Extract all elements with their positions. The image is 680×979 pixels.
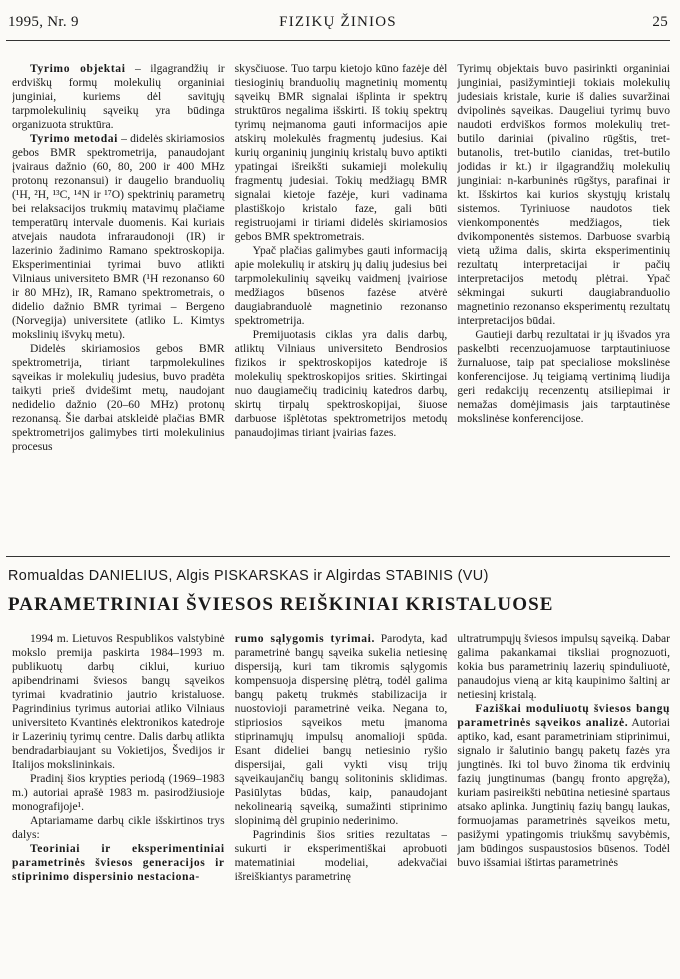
paragraph bbox=[12, 814, 225, 842]
header-rule bbox=[6, 40, 670, 41]
paragraph bbox=[235, 244, 448, 328]
paragraph bbox=[12, 132, 225, 342]
paragraph bbox=[12, 772, 225, 814]
paragraph-lead: Teoriniai ir eksperimentiniai parametrinės šviesos generacijos ir stiprinimo dispersinio nestaciona- bbox=[12, 842, 225, 883]
paragraph bbox=[457, 632, 670, 702]
paragraph-text: – ilgagrandžių ir erdviškų formų molekulių organiniai junginiai, kuriems dėl savitųjų tarpmolekulinių sąveikų yra būdinga organizuota struktūra. bbox=[12, 62, 225, 131]
paragraph-text: Parodyta, kad parametrinė bangų sąveika sukelia netiesinę dispersiją, kuri tam tikromis sąlygomis kompensuoja dispersinę plėtrą, todėl galima bangų paketų trukmės stabilizacija ir nuostovioji parametrinė veika. Negana to, stipriosios sąveikos metu įmanoma stiprinamųjų impulsų anomalioji spūda. Esant dideliei bangų netiesinio ryšio dispersijai, gali vykti visų trijų sąveikaujančių bangų solitoninis sklidimas. Pasiūlytas būdas, kaip, panaudojant nekolinearią sąveiką, sumažinti stiprinimo slopinimą dėl grupinio nederinimo. bbox=[234, 632, 448, 827]
paragraph-text: Ypač plačias galimybes gauti informaciją apie molekulių ir atskirų jų dalių judesius bei tarpmolekulinių sąveikų vaidmenį įvairiose medžiagos būsenos fazėse atvėrė daugiabranduolė magnetinio rezonanso spektrometrija. bbox=[234, 244, 448, 327]
paragraph bbox=[235, 328, 448, 440]
paragraph-text: Gautieji darbų rezultatai ir jų išvados yra paskelbti recenzuojamuose tarptautiniuose žurnaluose, taip pat specialiose mokslinėse konferencijose. Jų teigiamą vertinimą liudija geri redakcijų recenzentų atsiliepimai ir nemažas domėjimasis jais tarptautinėse mokslinėse konferencijose. bbox=[457, 328, 671, 425]
bottom-column-2 bbox=[235, 632, 448, 972]
top-column-1 bbox=[12, 62, 225, 542]
paragraph bbox=[12, 342, 225, 454]
paragraph bbox=[12, 842, 225, 884]
paragraph bbox=[235, 62, 448, 244]
paragraph-lead: Faziškai moduliuotų šviesos bangų parametrinės sąveikos analizė. bbox=[457, 702, 671, 729]
paragraph bbox=[457, 702, 670, 870]
issue-label: 1995, Nr. 9 bbox=[8, 14, 79, 30]
paragraph-text: Pradinį šios krypties periodą (1969–1983 m.) autoriai aprašė 1983 m. pasirodžiusioje monografijoje¹. bbox=[12, 772, 225, 813]
bottom-article-columns bbox=[12, 632, 670, 972]
paragraph-lead: Tyrimo objektai bbox=[30, 62, 126, 75]
top-article-columns bbox=[12, 62, 670, 542]
paragraph bbox=[457, 328, 670, 426]
paragraph-text: Autoriai aptiko, kad, esant parametriniam stiprinimui, signalo ir šalutinio bangų paketų fazės yra jungtinės. Iki tol buvo žinoma tik erdvinių fazių jungtinumas (bangų fronto apgręža), kuriam pasireikšti nebūtina netiesinė spartaus atsako aplinka. Jungtinių fazių bangų laukas, formuojamas parametrinės sąveikos metu, pasižymi ypatingomis triukšmų savybėmis, jam būdingos suspaustosios būsenos. Todėl buvo išsamiai ištirtas parametrinės bbox=[457, 716, 671, 869]
paragraph-text: ultratrumpųjų šviesos impulsų sąveiką. Dabar galima pakankamai tiksliai prognozuoti, kokia bus parametrinių lazerių spinduliuotė, panaudojus vieną ar kitą kaupinimo šaltinį ar netiesinį kristalą. bbox=[457, 632, 671, 701]
paragraph bbox=[457, 62, 670, 328]
paragraph-text: Tyrimų objektais buvo pasirinkti organiniai junginiai, pasižymintieji tokiais molekulių judesiais kristale, kurie iš dalies suvaržinai dvipolinės sąveikas. Daugeliui tyrimų buvo naudoti erdviškos formos molekulių tret-butilo dariniai (pivalino rūgštis, tret-butanolis, tret-butilo cianidas, tret-butilo jodidas ir kt.) ir ilgagrandžių molekulių junginiai: n-karbuninės rūgštys, parafinai ir kt. Išskirtos kai kurios skystųjų kristalų sistemos. Tyriniuose naudotos tiek vienkomponentės medžiagos, tiek dvikomponentės sistemos. Darbuose svarbią vietą užima dalis, skirta eksperimentinių rezultatų interpretacijai ir pačių interpretacijos metodų plėtrai. Ypač sėkmingai sukurti daugiabranduolio magnetinio rezonanso eksperimentų rezultatų interpretacijos būdai. bbox=[457, 62, 671, 327]
bottom-column-1 bbox=[12, 632, 225, 972]
paragraph bbox=[12, 632, 225, 772]
paragraph-text: Premijuotasis ciklas yra dalis darbų, atliktų Vilniaus universiteto Bendrosios fizikos ir spektroskopijos katedroje iš molekulių spektroskopijos srities. Skirtingai nuo daugiamečių tradicinių katedros darbų, skirtų tirpalų spektroskopijai, šiuose darbuose išplėtotas spektrometrijos metodų panaudojimas tiriant įvairias fazes. bbox=[234, 328, 448, 439]
paragraph-text: – didelės skiriamosios gebos BMR spektrometrija, panaudojant įvairaus dažnio (60, 80, 200 ir 400 MHz protonų rezonansui) ir daugelio branduolių (¹H, ²H, ¹³C, ¹⁴N ir ¹⁷O) spektrinių parametrų bei relaksacijos trukmių matavimų plačiame temperatūrų intervale duomenis. Kai kuriais atvejais naudota infraraudonoji (IR) ir lazerinio žadinimo Ramano spektroskopija. Eksperimentiniai tyrimai buvo atlikti Vilniaus universiteto BMR (¹H rezonanso 60 ir 80 MHz), IR, Ramano spektrometrais, o didelio dažnio BMR tyrimai – Bergeno (Norvegija) universitete (atliko L. Kimtys mokslinių išvykų metu). bbox=[12, 132, 225, 341]
paragraph-text: Pagrindinis šios srities rezultatas – sukurti ir eksperimentiškai aprobuoti matematiniai modeliai, adekvačiai išreiškiantys parametrinę bbox=[234, 828, 448, 883]
paragraph-lead: Tyrimo metodai bbox=[30, 132, 118, 145]
article-title: PARAMETRINIAI ŠVIESOS REIŠKINIAI KRISTALUOSE bbox=[8, 594, 554, 615]
page-number: 25 bbox=[652, 14, 668, 30]
paragraph-text: Aptariamame darbų cikle išskirtinos trys dalys: bbox=[12, 814, 225, 841]
paragraph-text: Didelės skiriamosios gebos BMR spektrometrija, tiriant tarpmolekulines sąveikas ir molekulių judesius, buvo pradėta taikyti prieš dvidešimt metų, naudojant nedidelio dažnio (20–60 MHz) protonų rezonansą. Šie darbai atskleidė plačias BMR spektrometrijos galimybes tirti molekulinius procesus bbox=[12, 342, 225, 453]
paragraph-lead: rumo sąlygomis tyrimai. bbox=[234, 632, 375, 645]
paragraph bbox=[235, 632, 448, 828]
paragraph bbox=[12, 62, 225, 132]
top-column-2 bbox=[235, 62, 448, 542]
article-authors: Romualdas DANIELIUS, Algis PISKARSKAS ir Algirdas STABINIS (VU) bbox=[8, 568, 489, 584]
page-header bbox=[8, 14, 668, 36]
paragraph bbox=[235, 828, 448, 884]
bottom-column-3 bbox=[457, 632, 670, 972]
section-rule bbox=[6, 556, 670, 557]
paragraph-text: 1994 m. Lietuvos Respublikos valstybinė mokslo premija paskirta 1984–1993 m. publikuotų darbų ciklui, kuriuo apibendrinami šviesos bangų sąveikos tyrimai kvadratinio jautrio kristaluose. Pagrindinius tyrimus autoriai atliko Vilniaus universiteto Kvantinės elektronikos katedroje ir Lazerinių tyrimų centre. Dalis darbų atlikta bendradarbiaujant su Vokietijos, Švedijos ir Italijos mokslininkais. bbox=[12, 632, 225, 771]
journal-title: FIZIKŲ ŽINIOS bbox=[279, 14, 397, 30]
top-column-3 bbox=[457, 62, 670, 542]
paragraph-text: skysčiuose. Tuo tarpu kietojo kūno fazėje dėl tiesioginių branduolių magnetinių momentų sąveikų BMR signalai išplinta ir spektrų struktūros negalima išskirti. Iš tokių spektrų tyrimų neįmanoma gauti informacijos apie atskirų molekulės fragmentų judesius. Kai kurių organinių junginių kristalų buvo aptikti ypatingai išreikšti sukamieji molekulių fragmentų judesiai. Tokių medžiagų BMR signalai kietoje fazėje, kuri vadinama plastiškojo kristalo faze, gali būti registruojami ir tiriami didelės skiriamosios gebos BMR spektrometrais. bbox=[234, 62, 448, 243]
